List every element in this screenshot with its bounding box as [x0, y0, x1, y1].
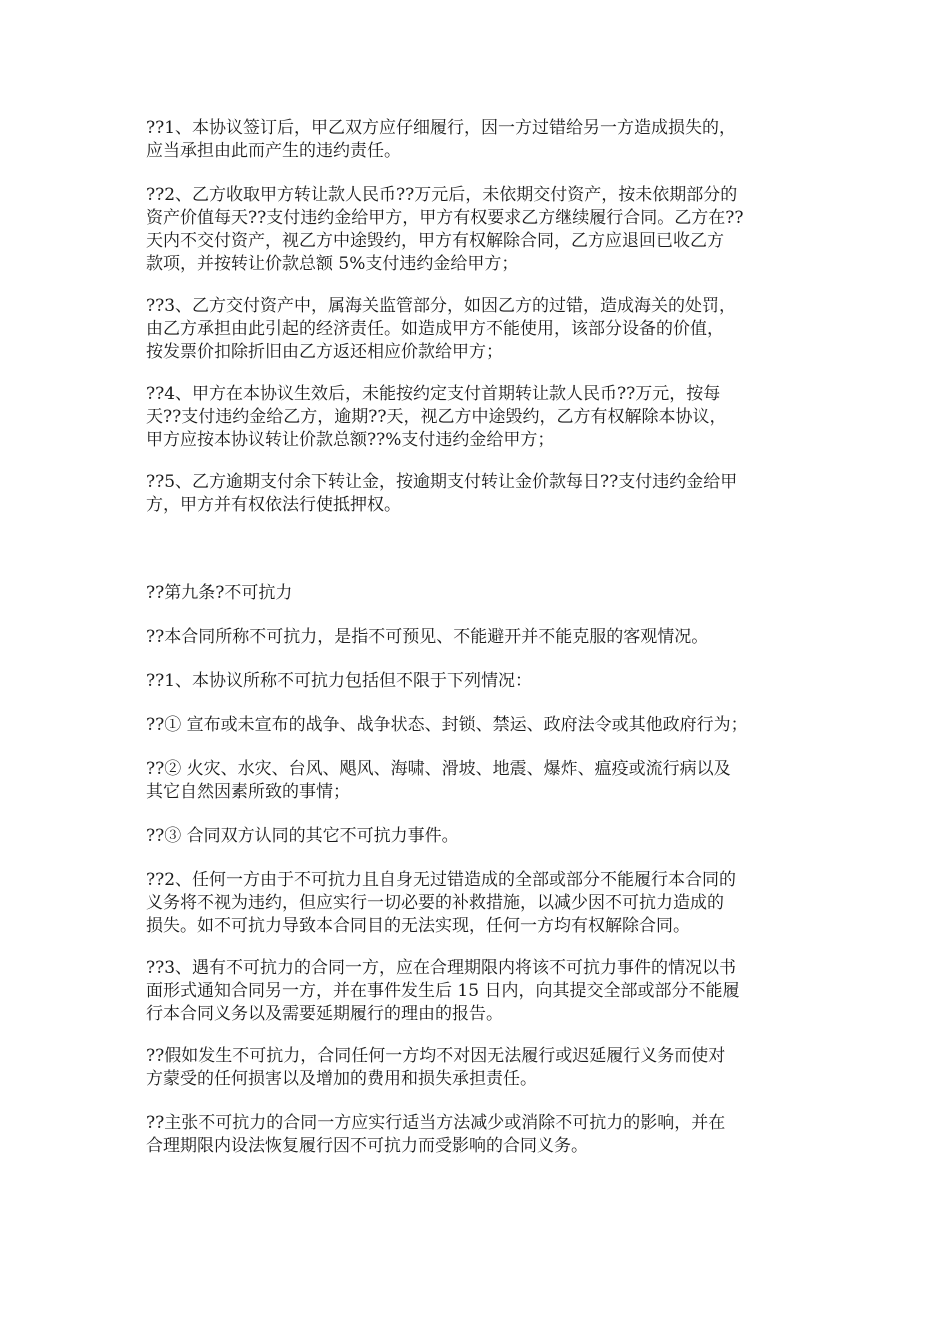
text-line: 资产价值每天??支付违约金给甲方，甲方有权要求乙方继续履行合同。乙方在?? — [146, 208, 744, 228]
paragraph-fm-1 — [146, 670, 810, 693]
paragraph-breach-4 — [146, 383, 810, 452]
section-heading-force-majeure — [146, 582, 810, 605]
text-line: ??假如发生不可抗力，合同任何一方均不对因无法履行或迟延履行义务而使对 — [146, 1046, 726, 1066]
text-line: 行本合同义务以及需要延期履行的理由的报告。 — [146, 1004, 503, 1024]
text-line: 天??支付违约金给乙方，逾期??天，视乙方中途毁约，乙方有权解除本协议， — [146, 407, 727, 427]
paragraph-definition — [146, 626, 810, 649]
text-line: ??本合同所称不可抗力，是指不可预见、不能避开并不能克服的客观情况。 — [146, 627, 709, 647]
paragraph-fm-3 — [146, 957, 810, 1026]
text-line: ??1、本协议签订后，甲乙双方应仔细履行，因一方过错给另一方造成损失的， — [146, 118, 737, 138]
paragraph-fm-mitigation — [146, 1112, 810, 1158]
paragraph-fm-liability — [146, 1045, 810, 1091]
text-line: 天内不交付资产，视乙方中途毁约，甲方有权解除合同，乙方应退回已收乙方 — [146, 231, 724, 251]
text-line: ??① 宣布或未宣布的战争、战争状态、封锁、禁运、政府法令或其他政府行为； — [146, 715, 748, 735]
paragraph-fm-2 — [146, 869, 810, 938]
text-line: ??3、遇有不可抗力的合同一方，应在合理期限内将该不可抗力事件的情况以书 — [146, 958, 737, 978]
paragraph-fm-item-2 — [146, 758, 810, 804]
text-line: 甲方应按本协议转让价款总额??%支付违约金给甲方； — [146, 430, 555, 450]
text-line: ??主张不可抗力的合同一方应实行适当方法减少或消除不可抗力的影响，并在 — [146, 1113, 726, 1133]
paragraph-breach-5 — [146, 471, 810, 517]
paragraph-breach-1 — [146, 117, 810, 163]
text-line: ??3、乙方交付资产中，属海关监管部分，如因乙方的过错，造成海关的处罚， — [146, 296, 737, 316]
text-line: 方蒙受的任何损害以及增加的费用和损失承担责任。 — [146, 1069, 537, 1089]
text-line: ??5、乙方逾期支付余下转让金，按逾期支付转让金价款每日??支付违约金给甲 — [146, 472, 738, 492]
text-line: 应当承担由此而产生的违约责任。 — [146, 141, 401, 161]
text-line: ??③ 合同双方认同的其它不可抗力事件。 — [146, 826, 459, 846]
text-line: 合理期限内设法恢复履行因不可抗力而受影响的合同义务。 — [146, 1136, 588, 1156]
paragraph-fm-item-1 — [146, 714, 810, 737]
text-line: 方，甲方并有权依法行使抵押权。 — [146, 495, 401, 515]
text-line: ??② 火灾、水灾、台风、飓风、海啸、滑坡、地震、爆炸、瘟疫或流行病以及 — [146, 759, 731, 779]
text-line: ??2、任何一方由于不可抗力且自身无过错造成的全部或部分不能履行本合同的 — [146, 870, 737, 890]
paragraph-fm-item-3 — [146, 825, 810, 848]
paragraph-breach-3 — [146, 295, 810, 364]
text-line: ??4、甲方在本协议生效后，未能按约定支付首期转让款人民币??万元，按每 — [146, 384, 721, 404]
text-line: 款项，并按转让价款总额 5%支付违约金给甲方； — [146, 254, 519, 274]
paragraph-breach-2 — [146, 184, 810, 276]
text-line: 义务将不视为违约，但应实行一切必要的补救措施，以减少因不可抗力造成的 — [146, 893, 724, 913]
text-line: ??1、本协议所称不可抗力包括但不限于下列情况： — [146, 671, 533, 691]
text-line: 按发票价扣除折旧由乙方返还相应价款给甲方； — [146, 342, 503, 362]
text-line: 面形式通知合同另一方，并在事件发生后 15 日内，向其提交全部或部分不能履 — [146, 981, 740, 1001]
text-line: 其它自然因素所致的事情； — [146, 782, 350, 802]
heading-line: ??第九条?不可抗力 — [146, 583, 293, 603]
text-line: ??2、乙方收取甲方转让款人民币??万元后，未依期交付资产，按未依期部分的 — [146, 185, 738, 205]
text-line: 损失。如不可抗力导致本合同目的无法实现，任何一方均有权解除合同。 — [146, 916, 690, 936]
text-line: 由乙方承担由此引起的经济责任。如造成甲方不能使用，该部分设备的价值， — [146, 319, 724, 339]
